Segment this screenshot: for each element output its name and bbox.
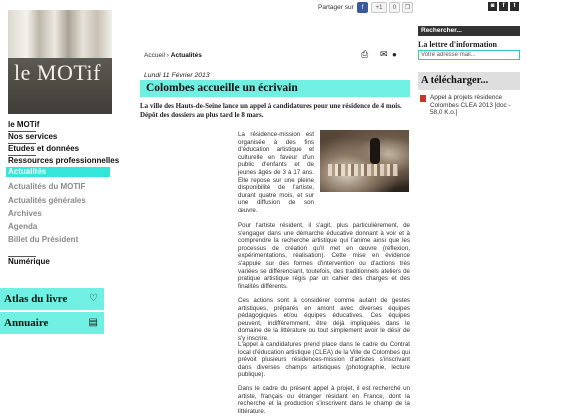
article-paragraph-1: La résidence-mission est organisée à des fins d'éducation artistique et culturelle en faveur d'un public d'enfants et de jeunes âgés de 3 à 17 ans. Elle repose sur une pleine disponibilité de l'artiste, durant quatre mois, et sur une diffusion de son œuvre. xyxy=(238,131,314,214)
logo-text: le MOTif xyxy=(14,60,101,85)
user-icon[interactable]: ● xyxy=(392,50,397,59)
article-date: Lundi 11 Février 2013 xyxy=(144,72,210,79)
breadcrumb-home[interactable]: Accueil xyxy=(144,52,165,59)
nav-section-title[interactable]: le MOTif xyxy=(8,120,40,129)
article-lead: La ville des Hauts-de-Seine lance un appel à candidatures pour une résidence de 4 mois. Dépôt des dossiers au plus tard le 8 mars. xyxy=(140,102,402,119)
share-facebook-button[interactable]: f xyxy=(357,2,368,13)
promo-annuaire[interactable] xyxy=(0,312,104,334)
article-paragraph-2: Pour l'artiste résident, il s'agit, plus particulièrement, de s'engager dans une démarche éducative donnant à voir et à comprendre la recherche artistique qui l'anime ainsi que les processus de création qu'il met en œuvre (réflexion, expérimentations, réalisation). Cette mise en évidence s'appuie sur des formes d'intervention ou d'actions très variées se différenciant, toutefois, des traditionnels ateliers de pratique artistique régis par un cahier des charges et des finalités différents. xyxy=(238,222,410,290)
promo-atlas[interactable] xyxy=(0,288,104,310)
nav-item-numerique[interactable]: Numérique xyxy=(8,257,50,266)
download-header xyxy=(418,72,520,90)
download-file-link[interactable]: Appel à projets résidence Colombes CLEA 2013 [doc - 58,0 K.o.] xyxy=(430,94,511,116)
share-gplus-count: 0 xyxy=(389,2,400,13)
map-icon: ♡ xyxy=(89,293,98,304)
share-more-icon[interactable]: ❐ xyxy=(402,2,413,13)
article-paragraph-5: Dans le cadre du présent appel à projet, il est recherché un artiste, français ou étranger résidant en France, dont la recherche et la production s'inscrivent dans le champ de la littérature. xyxy=(238,385,410,415)
share-label: Partager sur xyxy=(318,4,354,11)
nav-sub-actualites-motif[interactable]: Actualités du MOTIF xyxy=(8,182,86,191)
rss-icon[interactable]: ◙ xyxy=(488,2,497,11)
nav-item-etudes[interactable]: Etudes et données xyxy=(8,144,80,153)
article-paragraph-3: Ces actions sont à considérer comme autant de gestes artistiques, préparés en amont avec diverses équipes pédagogiques et/ou équipes éducatives. Ces équipes peuvent, indifféremment, être déjà impliquées dans le domaine de la littérature ou tout simplement avoir le désir de s'y inscrire. xyxy=(238,297,410,342)
article-paragraph-4: L'appel à candidatures prend place dans le cadre du Contrat local d'éducation artistique (CLEA) de la Ville de Colombes qui prévoit plusieurs résidences-mission d'artistes s'inscrivant dans diverses champs artistiques (photographie, lecture publique). xyxy=(238,341,410,379)
site-logo[interactable] xyxy=(8,10,112,114)
newsletter-title: La lettre d'information xyxy=(418,40,497,49)
breadcrumb xyxy=(144,52,202,59)
nav-sub-billet[interactable]: Billet du Président xyxy=(8,235,79,244)
newsletter-email-input[interactable]: Votre adresse mail... xyxy=(418,50,520,60)
logo-shelf-image xyxy=(8,10,112,58)
nav-item-actualites[interactable]: Actualités xyxy=(6,167,110,177)
promo-annuaire-label: Annuaire xyxy=(4,317,49,329)
photo-table xyxy=(328,164,398,176)
nav-sub-actualites-generales[interactable]: Actualités générales xyxy=(8,196,86,205)
nav-item-ressources[interactable]: Ressources professionnelles xyxy=(8,156,120,165)
share-gplus-button[interactable]: +1 xyxy=(371,2,387,13)
email-share-icon[interactable]: ✉ xyxy=(380,49,388,59)
book-icon: ▤ xyxy=(88,317,98,328)
facebook-icon[interactable]: f xyxy=(499,2,508,11)
document-icon xyxy=(420,95,426,102)
breadcrumb-current: Actualités xyxy=(170,52,202,59)
download-title: A télécharger... xyxy=(421,75,489,86)
twitter-icon[interactable]: t xyxy=(510,2,519,11)
print-icon[interactable]: ⎙ xyxy=(361,49,369,59)
nav-sub-agenda[interactable]: Agenda xyxy=(8,222,38,231)
nav-item-services[interactable]: Nos services xyxy=(8,132,58,141)
article-title: Colombes accueille un écrivain xyxy=(146,82,298,94)
article-title-bar xyxy=(140,80,410,97)
search-box[interactable]: Rechercher... xyxy=(418,26,520,36)
breadcrumb-separator: › xyxy=(166,52,169,59)
nav-sub-archives[interactable]: Archives xyxy=(8,209,42,218)
photo-person xyxy=(370,138,380,164)
article-photo xyxy=(320,130,409,192)
promo-atlas-label: Atlas du livre xyxy=(4,293,68,305)
photo-layer xyxy=(320,130,409,192)
